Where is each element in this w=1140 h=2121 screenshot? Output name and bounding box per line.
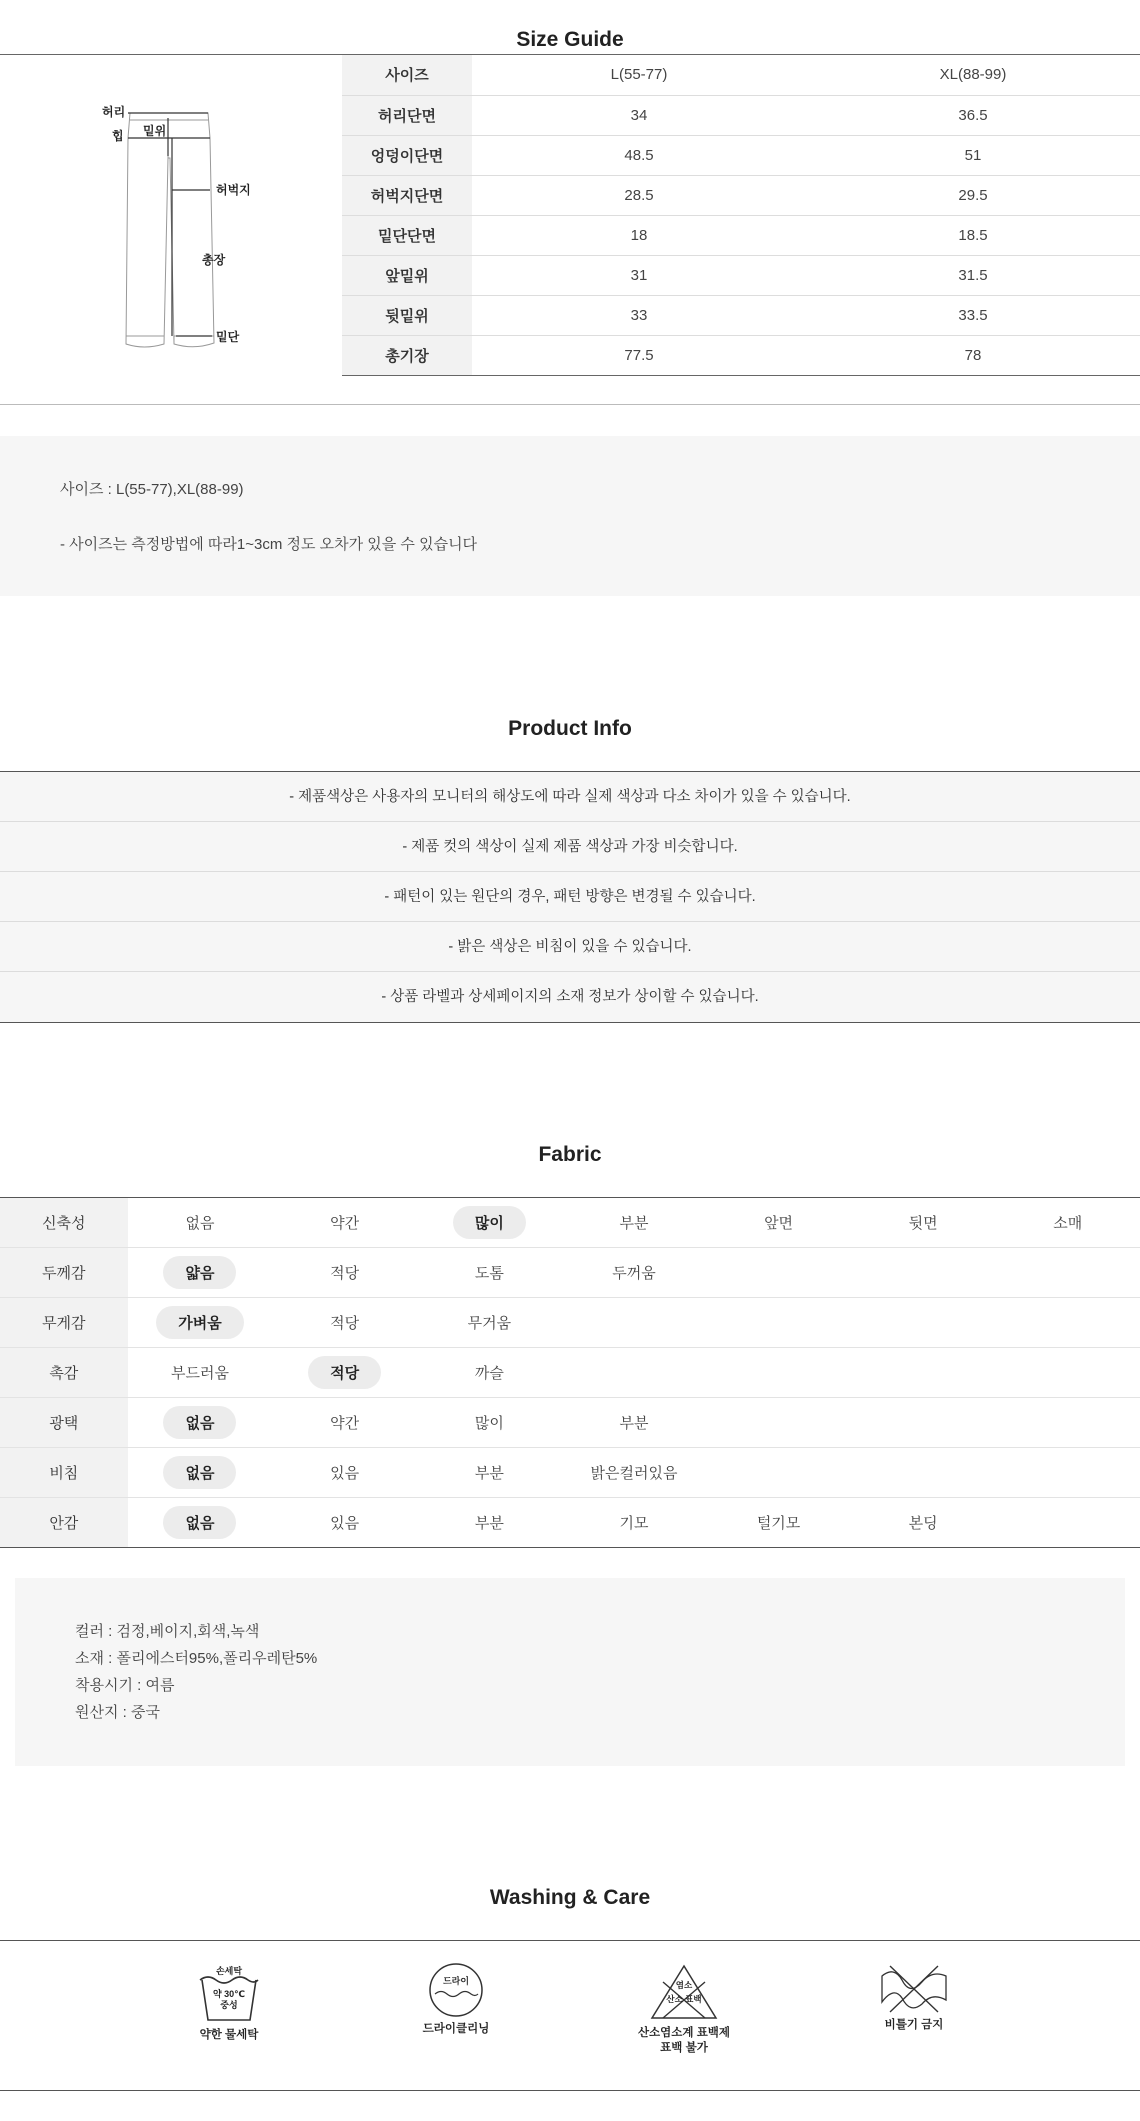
fabric-option-selected: 없음 <box>163 1406 236 1439</box>
fabric-option-cell <box>706 1348 851 1398</box>
table-row <box>0 1448 1140 1498</box>
fabric-option: 뒷면 <box>908 1215 938 1232</box>
fabric-option-selected: 가벼움 <box>156 1306 243 1339</box>
fabric-option-cell <box>417 1248 562 1298</box>
fabric-option-cell <box>995 1298 1140 1348</box>
fabric-option: 밝은컬러있음 <box>590 1465 678 1482</box>
waist-label: 허리 <box>102 105 126 119</box>
fabric-option-cell <box>272 1298 417 1348</box>
fabric-option-cell <box>562 1198 707 1248</box>
table-row <box>342 95 1140 135</box>
no-wring-icon <box>878 1962 950 2014</box>
list-item: - 상품 라벨과 상세페이지의 소재 정보가 상이할 수 있습니다. <box>0 972 1140 1022</box>
size-table <box>342 55 1140 376</box>
fabric-option-selected: 없음 <box>163 1456 236 1489</box>
fabric-option-cell <box>272 1348 417 1398</box>
fabric-option-cell <box>706 1248 851 1298</box>
fabric-row-label: 광택 <box>0 1398 128 1448</box>
fabric-option: 약간 <box>330 1415 360 1432</box>
care-label-line1: 산소염소계 표백제 <box>637 2027 731 2039</box>
size-note-sizes: 사이즈 : L(55-77),XL(88-99) <box>60 481 244 498</box>
table-cell: 28.5 <box>472 175 806 215</box>
fabric-option-cell <box>128 1298 273 1348</box>
fabric-option-cell <box>995 1398 1140 1448</box>
fabric-option-selected: 얇음 <box>163 1256 236 1289</box>
table-cell: 18.5 <box>806 215 1140 255</box>
table-cell: 77.5 <box>472 335 806 375</box>
table-row <box>342 215 1140 255</box>
fabric-option-cell <box>562 1498 707 1548</box>
table-row-label: 밑단단면 <box>342 215 472 255</box>
fabric-option: 부분 <box>619 1415 649 1432</box>
table-row <box>342 335 1140 375</box>
fabric-option-cell <box>272 1498 417 1548</box>
fabric-option-cell <box>272 1198 417 1248</box>
fabric-option-cell <box>995 1498 1140 1548</box>
table-cell: 51 <box>806 135 1140 175</box>
table-header-cell: L(55-77) <box>472 55 806 95</box>
divider <box>0 404 1140 405</box>
fabric-row-label: 비침 <box>0 1448 128 1498</box>
fabric-option: 부분 <box>474 1465 504 1482</box>
fabric-option-cell <box>128 1448 273 1498</box>
fabric-option-cell <box>128 1398 273 1448</box>
fabric-option: 무거움 <box>467 1315 512 1332</box>
fabric-option-cell <box>706 1448 851 1498</box>
fabric-option-cell <box>851 1448 996 1498</box>
size-note-tolerance: - 사이즈는 측정방법에 따라1~3cm 정도 오차가 있을 수 있습니다 <box>60 536 478 553</box>
fabric-option-cell <box>851 1198 996 1248</box>
fabric-row-label: 촉감 <box>0 1348 128 1398</box>
fabric-option: 부분 <box>619 1215 649 1232</box>
table-cell: 33 <box>472 295 806 335</box>
spec-season: 착용시기 : 여름 <box>75 1677 175 1694</box>
care-item-dry-clean <box>376 1962 536 2037</box>
fabric-option-cell <box>128 1348 273 1398</box>
table-row <box>0 1248 1140 1298</box>
table-row-label: 뒷밑위 <box>342 295 472 335</box>
spec-origin: 원산지 : 중국 <box>75 1704 160 1721</box>
fabric-option: 도톰 <box>474 1265 504 1282</box>
product-info-list <box>0 771 1140 1023</box>
fabric-option: 많이 <box>474 1415 504 1432</box>
fabric-option-cell <box>272 1448 417 1498</box>
hip-label: 힙 <box>112 129 124 143</box>
fabric-option: 없음 <box>185 1215 215 1232</box>
table-row <box>0 1348 1140 1398</box>
fabric-option-cell <box>417 1448 562 1498</box>
hem-label: 밑단 <box>216 330 240 344</box>
divider <box>0 1940 1140 1941</box>
table-row-label: 앞밑위 <box>342 255 472 295</box>
length-label: 총장 <box>202 253 226 267</box>
fabric-option: 있음 <box>330 1515 360 1532</box>
svg-text:드라이: 드라이 <box>442 1976 470 1986</box>
table-row-label: 총기장 <box>342 335 472 375</box>
fabric-option: 앞면 <box>764 1215 794 1232</box>
fabric-option: 부드러움 <box>170 1365 229 1382</box>
fabric-option-cell <box>995 1198 1140 1248</box>
care-item-hand-wash <box>149 1962 309 2043</box>
spec-color: 컬러 : 검정,베이지,회색,녹색 <box>75 1623 260 1640</box>
table-cell: 78 <box>806 335 1140 375</box>
fabric-option-cell <box>995 1248 1140 1298</box>
table-row <box>342 135 1140 175</box>
fabric-option-cell <box>128 1248 273 1298</box>
fabric-title: Fabric <box>538 1143 602 1166</box>
fabric-option: 약간 <box>330 1215 360 1232</box>
fabric-option: 적당 <box>330 1315 360 1332</box>
care-label: 약한 물세탁 <box>199 2029 259 2041</box>
table-row <box>0 1198 1140 1248</box>
fabric-option-selected: 적당 <box>308 1356 381 1389</box>
hand-wash-icon <box>194 1962 264 2024</box>
thigh-label: 허벅지 <box>216 183 251 197</box>
table-row-label: 엉덩이단면 <box>342 135 472 175</box>
fabric-option: 털기모 <box>756 1515 801 1532</box>
table-cell: 34 <box>472 95 806 135</box>
fabric-option: 기모 <box>619 1515 649 1532</box>
fabric-option-cell <box>272 1398 417 1448</box>
fabric-option-cell <box>272 1248 417 1298</box>
table-cell: 31.5 <box>806 255 1140 295</box>
table-row <box>342 295 1140 335</box>
care-item-no-bleach <box>604 1962 764 2056</box>
fabric-option: 있음 <box>330 1465 360 1482</box>
fabric-option-cell <box>562 1348 707 1398</box>
table-cell: 33.5 <box>806 295 1140 335</box>
list-item: - 밝은 색상은 비침이 있을 수 있습니다. <box>0 922 1140 972</box>
fabric-option-cell <box>417 1198 562 1248</box>
table-row <box>342 255 1140 295</box>
fabric-option: 소매 <box>1053 1215 1083 1232</box>
fabric-option: 적당 <box>330 1265 360 1282</box>
fabric-option-cell <box>562 1248 707 1298</box>
list-item: - 패턴이 있는 원단의 경우, 패턴 방향은 변경될 수 있습니다. <box>0 872 1140 922</box>
table-header-cell: 사이즈 <box>342 55 472 95</box>
pants-diagram-icon <box>90 98 270 368</box>
size-guide-title: Size Guide <box>516 28 624 51</box>
table-header-cell: XL(88-99) <box>806 55 1140 95</box>
fabric-option-cell <box>706 1398 851 1448</box>
table-row-label: 허벅지단면 <box>342 175 472 215</box>
fabric-option: 까슬 <box>474 1365 504 1382</box>
fabric-option-cell <box>851 1298 996 1348</box>
fabric-option-cell <box>706 1198 851 1248</box>
care-item-no-wring <box>834 1962 994 2033</box>
dry-clean-icon <box>425 1962 487 2018</box>
rise-label: 밑위 <box>143 124 167 138</box>
table-cell: 18 <box>472 215 806 255</box>
fabric-option-cell <box>851 1398 996 1448</box>
fabric-option-cell <box>128 1498 273 1548</box>
table-cell: 29.5 <box>806 175 1140 215</box>
svg-text:산소 표백: 산소 표백 <box>666 1994 702 2004</box>
svg-text:약 30℃: 약 30℃ <box>212 1989 246 1999</box>
list-item: - 제품색상은 사용자의 모니터의 해상도에 따라 실제 색상과 다소 차이가 있을 수 있습니다. <box>0 772 1140 822</box>
table-row <box>0 1498 1140 1548</box>
fabric-option-cell <box>851 1248 996 1298</box>
care-label: 드라이클리닝 <box>422 2023 490 2035</box>
divider <box>0 2090 1140 2091</box>
fabric-option-cell <box>417 1348 562 1398</box>
fabric-option-cell <box>417 1298 562 1348</box>
table-row <box>342 175 1140 215</box>
care-label: 비틀기 금지 <box>884 2019 944 2031</box>
table-row <box>342 55 1140 95</box>
svg-text:중성: 중성 <box>220 2000 238 2010</box>
product-info-title: Product Info <box>508 717 632 740</box>
spec-material: 소재 : 폴리에스터95%,폴리우레탄5% <box>75 1650 318 1667</box>
fabric-option-cell <box>417 1398 562 1448</box>
table-cell: 48.5 <box>472 135 806 175</box>
fabric-option-cell <box>706 1498 851 1548</box>
washing-care-title: Washing & Care <box>489 1886 651 1909</box>
care-label-line2: 표백 불가 <box>660 2042 708 2054</box>
fabric-option: 본딩 <box>908 1515 938 1532</box>
fabric-option-cell <box>562 1398 707 1448</box>
fabric-row-label: 안감 <box>0 1498 128 1548</box>
table-row <box>0 1398 1140 1448</box>
fabric-option-selected: 많이 <box>453 1206 526 1239</box>
fabric-option-cell <box>995 1348 1140 1398</box>
fabric-table <box>0 1197 1140 1548</box>
size-note-box <box>0 436 1140 596</box>
table-cell: 36.5 <box>806 95 1140 135</box>
fabric-option: 두꺼움 <box>612 1265 656 1282</box>
fabric-row-label: 신축성 <box>0 1198 128 1248</box>
fabric-row-label: 무게감 <box>0 1298 128 1348</box>
list-item: - 제품 컷의 색상이 실제 제품 색상과 가장 비슷합니다. <box>0 822 1140 872</box>
fabric-option: 부분 <box>474 1515 504 1532</box>
svg-text:손세탁: 손세탁 <box>215 1966 243 1976</box>
fabric-option-cell <box>851 1348 996 1398</box>
fabric-option-selected: 없음 <box>163 1506 236 1539</box>
table-row-label: 허리단면 <box>342 95 472 135</box>
fabric-row-label: 두께감 <box>0 1248 128 1298</box>
spec-box <box>15 1578 1125 1766</box>
no-bleach-icon <box>649 1962 719 2022</box>
svg-text:염소: 염소 <box>675 1980 693 1990</box>
fabric-option-cell <box>562 1298 707 1348</box>
fabric-option-cell <box>851 1498 996 1548</box>
fabric-option-cell <box>128 1198 273 1248</box>
fabric-option-cell <box>995 1448 1140 1498</box>
table-cell: 31 <box>472 255 806 295</box>
table-row <box>0 1298 1140 1348</box>
fabric-option-cell <box>562 1448 707 1498</box>
fabric-option-cell <box>706 1298 851 1348</box>
fabric-option-cell <box>417 1498 562 1548</box>
